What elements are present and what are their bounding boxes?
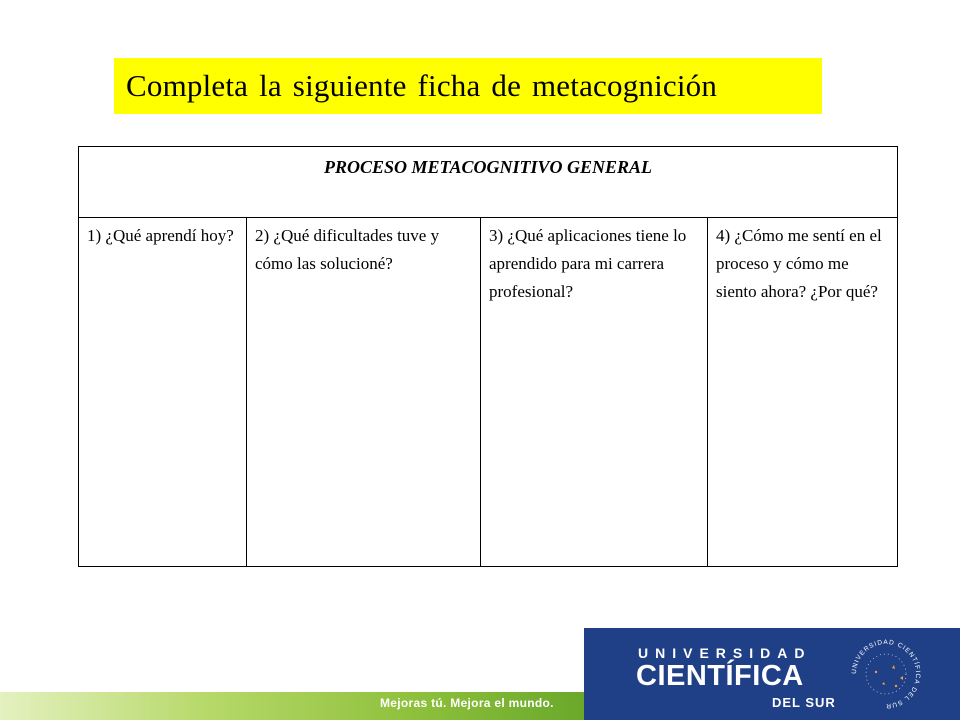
title-banner bbox=[114, 58, 822, 114]
logo-line-cientifica: CIENTÍFICA bbox=[636, 660, 804, 692]
seal-ring-text: UNIVERSIDAD CIENTÍFICA DEL SUR bbox=[850, 638, 922, 710]
question-2: 2) ¿Qué dificultades tuve y cómo las solucioné? bbox=[255, 226, 440, 273]
footer-tagline: Mejoras tú. Mejora el mundo. bbox=[380, 696, 554, 710]
question-4: 4) ¿Cómo me sentí en el proceso y cómo me siento ahora? ¿Por qué? bbox=[716, 226, 882, 301]
question-cell-2 bbox=[247, 218, 481, 567]
question-cell-1 bbox=[79, 218, 247, 567]
university-logo bbox=[584, 628, 960, 720]
table-header-row bbox=[79, 147, 898, 218]
question-1: 1) ¿Qué aprendí hoy? bbox=[87, 226, 234, 245]
question-cell-3 bbox=[481, 218, 708, 567]
table-header-cell bbox=[79, 147, 898, 218]
question-3: 3) ¿Qué aplicaciones tiene lo aprendido para mi carrera profesional? bbox=[489, 226, 687, 301]
svg-text:UNIVERSIDAD CIENTÍFICA DEL SUR bbox=[851, 639, 922, 709]
questions-row bbox=[79, 218, 898, 567]
university-seal-icon bbox=[846, 634, 926, 714]
table-header-title: PROCESO METACOGNITIVO GENERAL bbox=[323, 157, 653, 177]
logo-line-universidad: UNIVERSIDAD bbox=[638, 645, 812, 661]
logo-line-del-sur: DEL SUR bbox=[772, 695, 836, 710]
metacognition-table bbox=[78, 146, 898, 567]
slide-title: Completa la siguiente ficha de metacognición bbox=[126, 68, 718, 103]
question-cell-4 bbox=[708, 218, 898, 567]
